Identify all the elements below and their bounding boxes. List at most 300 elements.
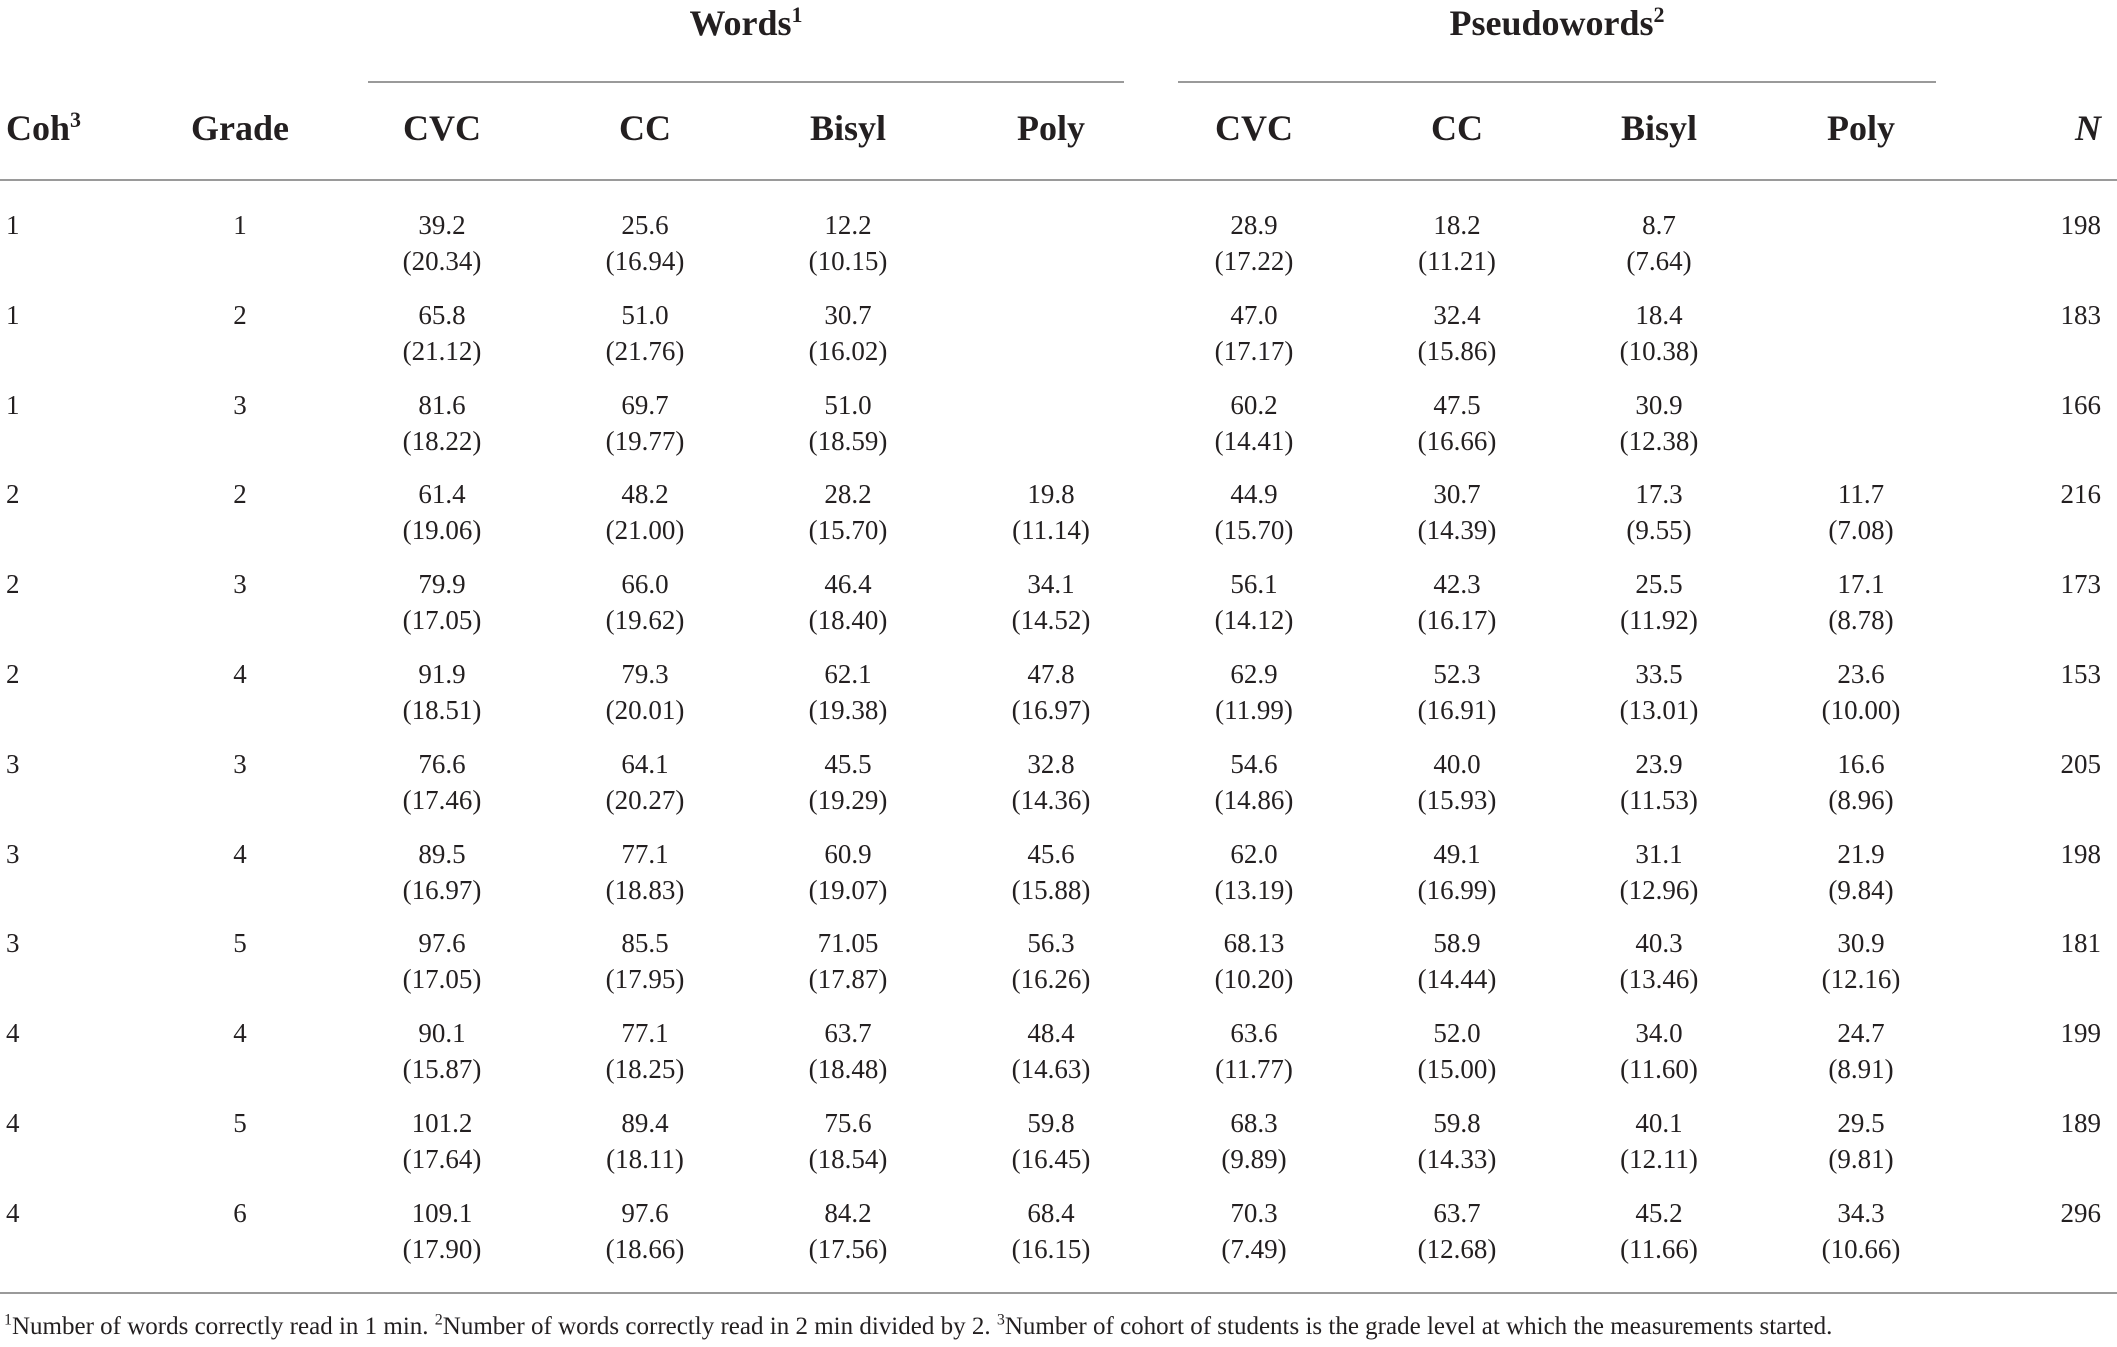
col-header-n: N xyxy=(2075,108,2101,148)
cell-sd: (18.25) xyxy=(605,1054,685,1084)
cell-mean: 18.4 xyxy=(1635,300,1683,330)
cell-mean: 45.5 xyxy=(824,749,872,779)
cell-coh: 4 xyxy=(6,1198,20,1228)
cell-sd: (18.40) xyxy=(808,605,888,635)
cell-value xyxy=(1012,925,1091,997)
cell-sd: (10.00) xyxy=(1821,695,1901,725)
cell-grade: 4 xyxy=(233,659,247,689)
cell-sd: (8.91) xyxy=(1828,1054,1894,1084)
col-header-pseudo-cc: CC xyxy=(1431,108,1483,148)
cell-sd: (16.26) xyxy=(1011,964,1091,994)
cell-mean: 97.6 xyxy=(621,1198,669,1228)
cell-n: 199 xyxy=(2060,1018,2101,1048)
cell-mean: 77.1 xyxy=(621,1018,669,1048)
cell-sd: (14.33) xyxy=(1417,1144,1497,1174)
cell-mean: 62.1 xyxy=(824,659,872,689)
cell-value xyxy=(1418,1195,1497,1267)
cell-mean: 47.0 xyxy=(1230,300,1278,330)
cell-value xyxy=(606,925,685,997)
cell-coh: 3 xyxy=(6,749,20,779)
cell-sd: (20.27) xyxy=(605,785,685,815)
cell-mean: 33.5 xyxy=(1635,659,1683,689)
cell-sd: (17.05) xyxy=(402,964,482,994)
cell-value xyxy=(1822,925,1901,997)
cell-mean: 25.5 xyxy=(1635,569,1683,599)
cell-sd: (10.38) xyxy=(1619,336,1699,366)
cell-mean: 17.3 xyxy=(1635,479,1683,509)
cell-sd: (17.87) xyxy=(808,964,888,994)
cell-coh: 4 xyxy=(6,1108,20,1138)
cell-value xyxy=(1828,476,1893,548)
cell-n: 166 xyxy=(2060,390,2101,420)
cell-mean: 64.1 xyxy=(621,749,669,779)
cell-value xyxy=(403,207,482,279)
cell-mean: 91.9 xyxy=(418,659,466,689)
cell-sd: (14.39) xyxy=(1417,515,1497,545)
cell-sd: (9.84) xyxy=(1828,875,1894,905)
cell-mean: 81.6 xyxy=(418,390,466,420)
cell-value xyxy=(809,297,888,369)
cell-value xyxy=(1620,925,1699,997)
cell-value xyxy=(606,1105,684,1177)
cell-mean: 34.0 xyxy=(1635,1018,1683,1048)
cell-mean: 63.6 xyxy=(1230,1018,1278,1048)
cell-value xyxy=(1828,746,1893,818)
cell-value xyxy=(1012,476,1090,548)
cell-sd: (17.46) xyxy=(402,785,482,815)
cell-sd: (7.64) xyxy=(1626,246,1692,276)
cell-value xyxy=(809,836,888,908)
cell-value xyxy=(809,476,888,548)
cell-value xyxy=(1215,297,1294,369)
cell-sd: (19.06) xyxy=(402,515,482,545)
cell-value xyxy=(1012,836,1091,908)
cell-sd: (15.93) xyxy=(1417,785,1497,815)
cell-sd: (17.95) xyxy=(605,964,685,994)
cell-sd: (16.94) xyxy=(605,246,685,276)
cell-value xyxy=(1418,566,1497,638)
cell-sd: (15.70) xyxy=(808,515,888,545)
cell-sd: (18.51) xyxy=(402,695,482,725)
cell-value xyxy=(606,1015,685,1087)
cell-sd: (13.19) xyxy=(1214,875,1294,905)
cell-mean: 17.1 xyxy=(1837,569,1885,599)
cell-value xyxy=(809,656,888,728)
cell-mean: 101.2 xyxy=(411,1108,473,1138)
cell-n: 189 xyxy=(2060,1108,2101,1138)
cell-sd: (16.97) xyxy=(402,875,482,905)
cell-sd: (19.29) xyxy=(808,785,888,815)
cell-sd: (16.15) xyxy=(1011,1234,1091,1264)
col-header-grade: Grade xyxy=(191,108,289,148)
cell-n: 296 xyxy=(2060,1198,2101,1228)
cell-value xyxy=(1626,207,1691,279)
cell-mean: 11.7 xyxy=(1837,479,1885,509)
cell-value xyxy=(1828,1015,1893,1087)
cell-mean: 89.5 xyxy=(418,839,466,869)
cell-mean: 69.7 xyxy=(621,390,669,420)
cell-sd: (21.00) xyxy=(605,515,685,545)
cell-grade: 4 xyxy=(233,839,247,869)
cell-mean: 70.3 xyxy=(1230,1198,1278,1228)
cell-sd: (16.97) xyxy=(1011,695,1091,725)
cell-coh: 4 xyxy=(6,1018,20,1048)
cell-value xyxy=(1418,1015,1497,1087)
cell-sd: (11.53) xyxy=(1620,785,1698,815)
cell-value xyxy=(1215,746,1294,818)
cell-coh: 2 xyxy=(6,479,20,509)
cell-value xyxy=(1215,207,1294,279)
cell-n: 205 xyxy=(2060,749,2101,779)
words-underline xyxy=(368,81,1124,83)
cell-sd: (16.17) xyxy=(1417,605,1497,635)
cell-mean: 45.6 xyxy=(1027,839,1075,869)
cell-mean: 48.4 xyxy=(1027,1018,1075,1048)
cell-mean: 89.4 xyxy=(621,1108,669,1138)
cell-coh: 2 xyxy=(6,659,20,689)
header-rule xyxy=(0,179,2117,181)
cell-n: 153 xyxy=(2060,659,2101,689)
cell-mean: 56.3 xyxy=(1027,928,1075,958)
cell-value xyxy=(1215,566,1294,638)
cell-sd: (18.83) xyxy=(605,875,685,905)
cell-sd: (12.68) xyxy=(1417,1234,1497,1264)
cell-value xyxy=(1418,476,1497,548)
cell-mean: 51.0 xyxy=(621,300,669,330)
cell-value xyxy=(1418,297,1497,369)
cell-grade: 2 xyxy=(233,479,247,509)
col-header-pseudo-poly: Poly xyxy=(1827,108,1895,148)
group-header-words: Words$^1$ xyxy=(689,2,803,43)
cell-value xyxy=(1215,387,1294,459)
col-header-pseudo-bisyl: Bisyl xyxy=(1620,108,1698,148)
cell-value xyxy=(403,387,482,459)
cell-sd: (14.12) xyxy=(1214,605,1294,635)
cell-value xyxy=(1215,476,1294,548)
cell-value xyxy=(1012,566,1091,638)
cell-mean: 32.8 xyxy=(1027,749,1075,779)
cell-value xyxy=(1620,1015,1698,1087)
cell-value xyxy=(809,925,888,997)
cell-value xyxy=(809,207,888,279)
cell-sd: (14.86) xyxy=(1214,785,1294,815)
cell-sd: (17.22) xyxy=(1214,246,1294,276)
cell-mean: 85.5 xyxy=(621,928,669,958)
cell-n: 198 xyxy=(2060,210,2101,240)
cell-value xyxy=(1215,1015,1293,1087)
cell-mean: 23.6 xyxy=(1837,659,1885,689)
cell-value xyxy=(1418,656,1497,728)
cell-sd: (16.91) xyxy=(1417,695,1497,725)
cell-mean: 68.13 xyxy=(1223,928,1285,958)
cell-sd: (7.08) xyxy=(1828,515,1894,545)
cell-sd: (18.22) xyxy=(402,426,482,456)
cell-mean: 16.6 xyxy=(1837,749,1885,779)
cell-mean: 59.8 xyxy=(1027,1108,1075,1138)
cell-mean: 28.2 xyxy=(824,479,872,509)
cell-value xyxy=(809,387,888,459)
cell-mean: 40.0 xyxy=(1433,749,1481,779)
cell-sd: (10.66) xyxy=(1821,1234,1901,1264)
cell-sd: (19.62) xyxy=(605,605,685,635)
cell-mean: 40.3 xyxy=(1635,928,1683,958)
cell-value xyxy=(403,1015,482,1087)
cell-mean: 23.9 xyxy=(1635,749,1683,779)
cell-value xyxy=(1418,925,1497,997)
cell-value xyxy=(606,836,685,908)
cell-value xyxy=(1620,297,1699,369)
cell-value xyxy=(1620,1105,1698,1177)
cell-mean: 63.7 xyxy=(824,1018,872,1048)
cell-sd: (11.14) xyxy=(1012,515,1090,545)
cell-grade: 3 xyxy=(233,749,247,779)
cell-mean: 79.9 xyxy=(418,569,466,599)
cell-coh: 3 xyxy=(6,928,20,958)
cell-sd: (17.17) xyxy=(1214,336,1294,366)
cell-mean: 49.1 xyxy=(1433,839,1481,869)
cell-value xyxy=(809,1195,888,1267)
cell-mean: 31.1 xyxy=(1635,839,1683,869)
cell-mean: 29.5 xyxy=(1837,1108,1885,1138)
col-header-coh: Coh$^3$ xyxy=(6,107,82,148)
group-header-pseudowords: Pseudowords$^2$ xyxy=(1449,2,1665,43)
cell-n: 173 xyxy=(2060,569,2101,599)
cell-value xyxy=(1620,746,1698,818)
cell-sd: (19.77) xyxy=(605,426,685,456)
cell-sd: (15.86) xyxy=(1417,336,1497,366)
cell-value xyxy=(1620,566,1698,638)
cell-sd: (16.66) xyxy=(1417,426,1497,456)
cell-sd: (16.45) xyxy=(1011,1144,1091,1174)
cell-value xyxy=(1828,836,1893,908)
cell-grade: 4 xyxy=(233,1018,247,1048)
cell-sd: (11.77) xyxy=(1215,1054,1293,1084)
cell-value xyxy=(606,297,685,369)
cell-value xyxy=(403,297,482,369)
cell-mean: 44.9 xyxy=(1230,479,1278,509)
cell-sd: (14.44) xyxy=(1417,964,1497,994)
cell-mean: 51.0 xyxy=(824,390,872,420)
cell-mean: 59.8 xyxy=(1433,1108,1481,1138)
cell-mean: 52.3 xyxy=(1433,659,1481,689)
cell-value xyxy=(403,925,482,997)
cell-sd: (15.87) xyxy=(402,1054,482,1084)
cell-mean: 19.8 xyxy=(1027,479,1075,509)
cell-grade: 3 xyxy=(233,569,247,599)
cell-value xyxy=(403,566,482,638)
cell-mean: 79.3 xyxy=(621,659,669,689)
bottom-rule xyxy=(0,1292,2117,1294)
cell-mean: 34.1 xyxy=(1027,569,1075,599)
cell-value xyxy=(1012,1195,1091,1267)
cell-value xyxy=(606,656,685,728)
cell-mean: 58.9 xyxy=(1433,928,1481,958)
cell-sd: (17.56) xyxy=(808,1234,888,1264)
cell-mean: 12.2 xyxy=(824,210,872,240)
cell-sd: (12.16) xyxy=(1821,964,1901,994)
cell-coh: 1 xyxy=(6,210,20,240)
cell-mean: 47.8 xyxy=(1027,659,1075,689)
cell-grade: 2 xyxy=(233,300,247,330)
cell-value xyxy=(1822,656,1901,728)
cell-value xyxy=(606,1195,685,1267)
cell-value xyxy=(606,566,685,638)
cell-sd: (17.05) xyxy=(402,605,482,635)
cell-value xyxy=(1620,836,1699,908)
cell-mean: 68.3 xyxy=(1230,1108,1278,1138)
cell-value xyxy=(809,1105,888,1177)
cell-mean: 68.4 xyxy=(1027,1198,1075,1228)
cell-sd: (11.92) xyxy=(1620,605,1698,635)
cell-value xyxy=(1221,1195,1286,1267)
cell-mean: 56.1 xyxy=(1230,569,1278,599)
cell-value xyxy=(1215,836,1294,908)
cell-sd: (16.99) xyxy=(1417,875,1497,905)
cell-mean: 21.9 xyxy=(1837,839,1885,869)
cell-value xyxy=(1626,476,1691,548)
cell-sd: (12.38) xyxy=(1619,426,1699,456)
cell-sd: (13.01) xyxy=(1619,695,1699,725)
cell-mean: 54.6 xyxy=(1230,749,1278,779)
cell-value xyxy=(1418,207,1496,279)
cell-n: 198 xyxy=(2060,839,2101,869)
cell-sd: (17.64) xyxy=(402,1144,482,1174)
cell-value xyxy=(1418,836,1497,908)
cell-mean: 76.6 xyxy=(418,749,466,779)
cell-sd: (11.99) xyxy=(1215,695,1293,725)
cell-mean: 52.0 xyxy=(1433,1018,1481,1048)
cell-sd: (18.48) xyxy=(808,1054,888,1084)
cell-mean: 18.2 xyxy=(1433,210,1481,240)
cell-sd: (13.46) xyxy=(1619,964,1699,994)
cell-mean: 32.4 xyxy=(1433,300,1481,330)
cell-mean: 63.7 xyxy=(1433,1198,1481,1228)
cell-sd: (14.36) xyxy=(1011,785,1091,815)
cell-sd: (9.81) xyxy=(1828,1144,1894,1174)
col-header-words-cc: CC xyxy=(619,108,671,148)
cell-sd: (18.59) xyxy=(808,426,888,456)
cell-mean: 75.6 xyxy=(824,1108,872,1138)
cell-sd: (15.88) xyxy=(1011,875,1091,905)
cell-sd: (12.11) xyxy=(1620,1144,1698,1174)
cell-value xyxy=(1620,656,1699,728)
cell-sd: (18.11) xyxy=(606,1144,684,1174)
cell-grade: 5 xyxy=(233,928,247,958)
cell-mean: 90.1 xyxy=(418,1018,466,1048)
cell-mean: 8.7 xyxy=(1642,210,1676,240)
cell-coh: 1 xyxy=(6,390,20,420)
cell-sd: (20.34) xyxy=(402,246,482,276)
cell-value xyxy=(1012,746,1091,818)
cell-sd: (14.41) xyxy=(1214,426,1294,456)
cell-grade: 5 xyxy=(233,1108,247,1138)
cell-mean: 40.1 xyxy=(1635,1108,1683,1138)
col-header-words-cvc: CVC xyxy=(403,108,481,148)
cell-mean: 30.7 xyxy=(1433,479,1481,509)
cell-value xyxy=(1418,746,1497,818)
cell-sd: (21.76) xyxy=(605,336,685,366)
cell-value xyxy=(1012,1015,1091,1087)
cell-sd: (7.49) xyxy=(1221,1234,1287,1264)
col-header-words-bisyl: Bisyl xyxy=(809,108,887,148)
cell-sd: (11.60) xyxy=(1620,1054,1698,1084)
cell-sd: (11.21) xyxy=(1418,246,1496,276)
cell-value xyxy=(1215,925,1294,997)
cell-sd: (11.66) xyxy=(1620,1234,1698,1264)
cell-value xyxy=(1828,566,1893,638)
cell-value xyxy=(403,656,482,728)
col-header-words-poly: Poly xyxy=(1017,108,1085,148)
cell-value xyxy=(1418,1105,1497,1177)
cell-mean: 60.9 xyxy=(824,839,872,869)
cell-sd: (18.54) xyxy=(808,1144,888,1174)
cell-value xyxy=(403,746,482,818)
cell-grade: 3 xyxy=(233,390,247,420)
cell-mean: 45.2 xyxy=(1635,1198,1683,1228)
cell-mean: 71.05 xyxy=(817,928,879,958)
cell-value xyxy=(1012,1105,1091,1177)
cell-mean: 24.7 xyxy=(1837,1018,1885,1048)
cell-value xyxy=(403,1195,482,1267)
cell-mean: 84.2 xyxy=(824,1198,872,1228)
cell-sd: (8.78) xyxy=(1828,605,1894,635)
cell-mean: 42.3 xyxy=(1433,569,1481,599)
cell-mean: 62.9 xyxy=(1230,659,1278,689)
cell-sd: (14.52) xyxy=(1011,605,1091,635)
cell-mean: 30.9 xyxy=(1635,390,1683,420)
col-header-pseudo-cvc: CVC xyxy=(1215,108,1293,148)
cell-mean: 61.4 xyxy=(418,479,466,509)
cell-grade: 1 xyxy=(233,210,247,240)
cell-mean: 97.6 xyxy=(418,928,466,958)
cell-value xyxy=(606,387,685,459)
cell-mean: 62.0 xyxy=(1230,839,1278,869)
cell-value xyxy=(606,746,685,818)
cell-sd: (21.12) xyxy=(402,336,482,366)
cell-sd: (14.63) xyxy=(1011,1054,1091,1084)
cell-sd: (15.70) xyxy=(1214,515,1294,545)
cell-mean: 60.2 xyxy=(1230,390,1278,420)
cell-mean: 28.9 xyxy=(1230,210,1278,240)
cell-sd: (18.66) xyxy=(605,1234,685,1264)
cell-coh: 2 xyxy=(6,569,20,599)
cell-mean: 48.2 xyxy=(621,479,669,509)
cell-grade: 6 xyxy=(233,1198,247,1228)
cell-sd: (16.02) xyxy=(808,336,888,366)
cell-mean: 109.1 xyxy=(411,1198,473,1228)
cell-sd: (19.07) xyxy=(808,875,888,905)
cell-n: 216 xyxy=(2060,479,2101,509)
pseudowords-underline xyxy=(1178,81,1936,83)
cell-sd: (15.00) xyxy=(1417,1054,1497,1084)
cell-value xyxy=(403,836,482,908)
cell-coh: 1 xyxy=(6,300,20,330)
cell-mean: 34.3 xyxy=(1837,1198,1885,1228)
cell-value xyxy=(1828,1105,1893,1177)
cell-value xyxy=(1418,387,1497,459)
cell-sd: (10.15) xyxy=(808,246,888,276)
cell-sd: (10.20) xyxy=(1214,964,1294,994)
cell-value xyxy=(606,207,685,279)
cell-value xyxy=(1012,656,1091,728)
cell-mean: 77.1 xyxy=(621,839,669,869)
cell-sd: (12.96) xyxy=(1619,875,1699,905)
cell-sd: (17.90) xyxy=(402,1234,482,1264)
cell-value xyxy=(1215,656,1293,728)
cell-value xyxy=(809,1015,888,1087)
cell-mean: 65.8 xyxy=(418,300,466,330)
cell-mean: 39.2 xyxy=(418,210,466,240)
